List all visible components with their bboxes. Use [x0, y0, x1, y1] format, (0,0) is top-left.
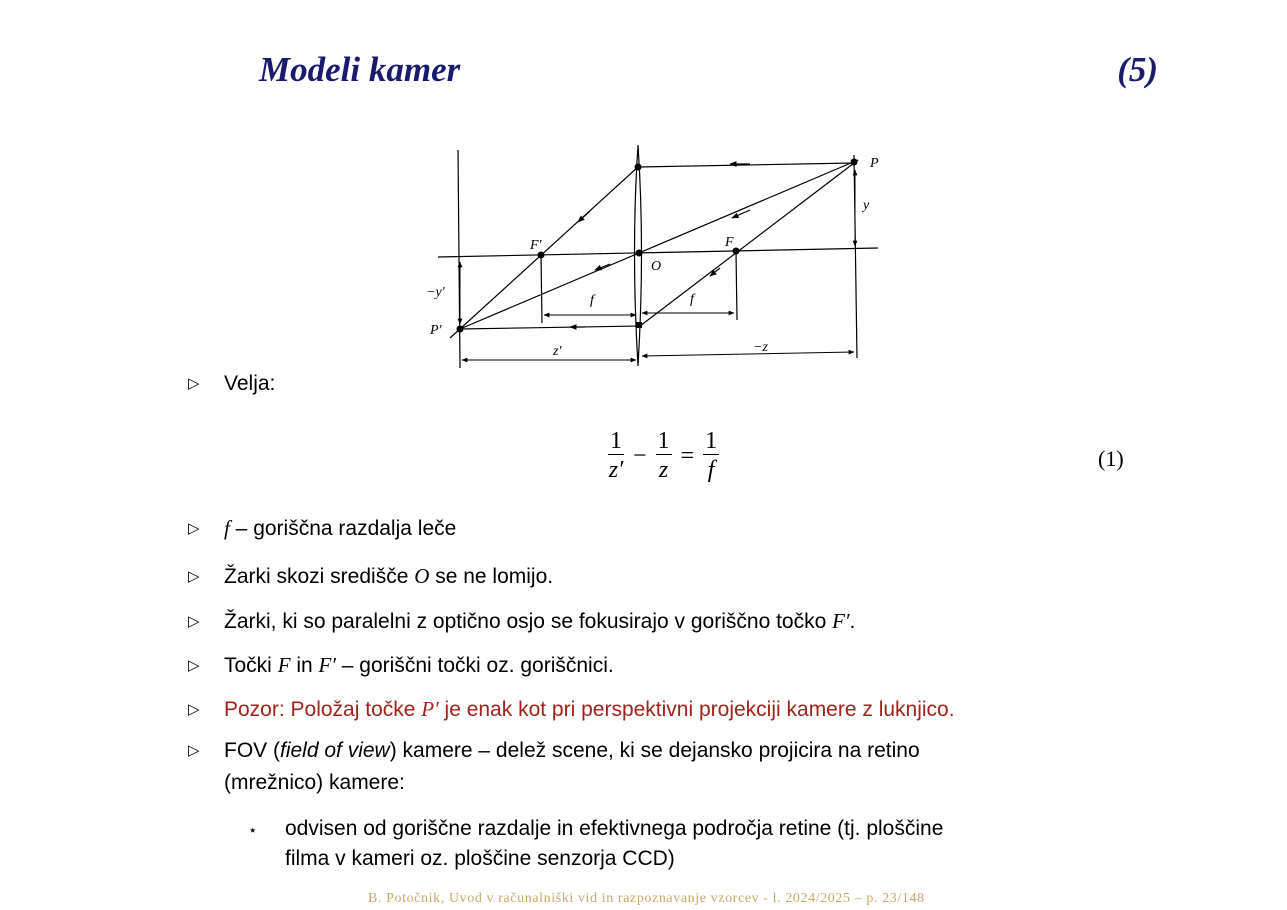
thin-lens-diagram	[420, 140, 900, 375]
slide-footer: B. Potočnik, Uvod v računalniški vid in razpoznavanje vzorcev - l. 2024/2025 – p. 23/148	[368, 891, 925, 906]
equation-number: (1)	[1098, 446, 1124, 471]
bullet-text: (mrežnico) kamere:	[224, 771, 405, 794]
label-minus-y-prime: −y'	[426, 285, 445, 300]
label-y: y	[863, 198, 870, 213]
sub-bullet-line2: filma v kameri oz. ploščine senzorja CCD)	[285, 847, 675, 870]
point-O	[636, 250, 643, 257]
bullet-text: f – goriščna razdalja leče	[224, 516, 457, 540]
label-f-left: f	[590, 293, 594, 308]
ray-through-F-prime	[450, 167, 638, 338]
bullet-text: FOV (field of view) kamere – delež scene, ki se dejansko projicira na retino	[224, 739, 920, 762]
sub-bullet-line1: odvisen od goriščne razdalje in efektivnega področja retine (tj. ploščine	[285, 817, 944, 840]
triangle-bullet-icon: ▷	[188, 568, 200, 585]
triangle-bullet-icon: ▷	[188, 613, 200, 630]
point-P	[851, 159, 858, 166]
label-F: F	[725, 235, 734, 250]
bullet-text: Žarki skozi središče O se ne lomijo.	[224, 564, 554, 588]
bullet-text: Točki F in F′ – goriščni točki oz. goriščnici.	[224, 653, 614, 677]
f-drop	[736, 251, 737, 320]
lens-bottom-point	[636, 322, 642, 328]
triangle-bullet-icon: ▷	[188, 520, 200, 537]
triangle-bullet-icon: ▷	[188, 701, 200, 718]
lens-equation: $\frac{1}{z'}$ − $\frac{1}{z}$ = $\frac{1}{f}$	[608, 428, 718, 483]
triangle-bullet-icon: ▷	[188, 375, 200, 392]
label-F-prime: F'	[530, 238, 542, 253]
label-z-prime: z'	[553, 344, 562, 359]
image-plane-line	[458, 150, 460, 368]
point-P-prime	[457, 326, 464, 333]
f-prime-drop	[541, 255, 542, 323]
ray-chief	[460, 160, 858, 329]
bullet-text: Žarki, ki so paralelni z optično osjo se fokusirajo v goriščno točko F′.	[224, 609, 856, 633]
label-minus-z: −z	[753, 340, 768, 355]
lens-top-point	[635, 164, 642, 171]
slide-number: (5)	[1117, 50, 1158, 89]
bullet-text: Pozor: Položaj točke P′ je enak kot pri perspektivni projekciji kamere z luknjico.	[224, 697, 955, 721]
star-bullet-icon: ⋆	[248, 822, 258, 839]
ray-bottom	[460, 326, 640, 329]
label-P: P	[870, 156, 879, 171]
slide-title: Modeli kamer	[259, 50, 461, 89]
optical-axis	[438, 248, 878, 257]
label-P-prime: P'	[430, 323, 442, 338]
label-f-right: f	[690, 292, 694, 307]
ray-through-F	[640, 160, 858, 326]
bullet-text: Velja:	[224, 372, 276, 395]
triangle-bullet-icon: ▷	[188, 657, 200, 674]
triangle-bullet-icon: ▷	[188, 742, 200, 759]
label-O: O	[651, 259, 662, 274]
